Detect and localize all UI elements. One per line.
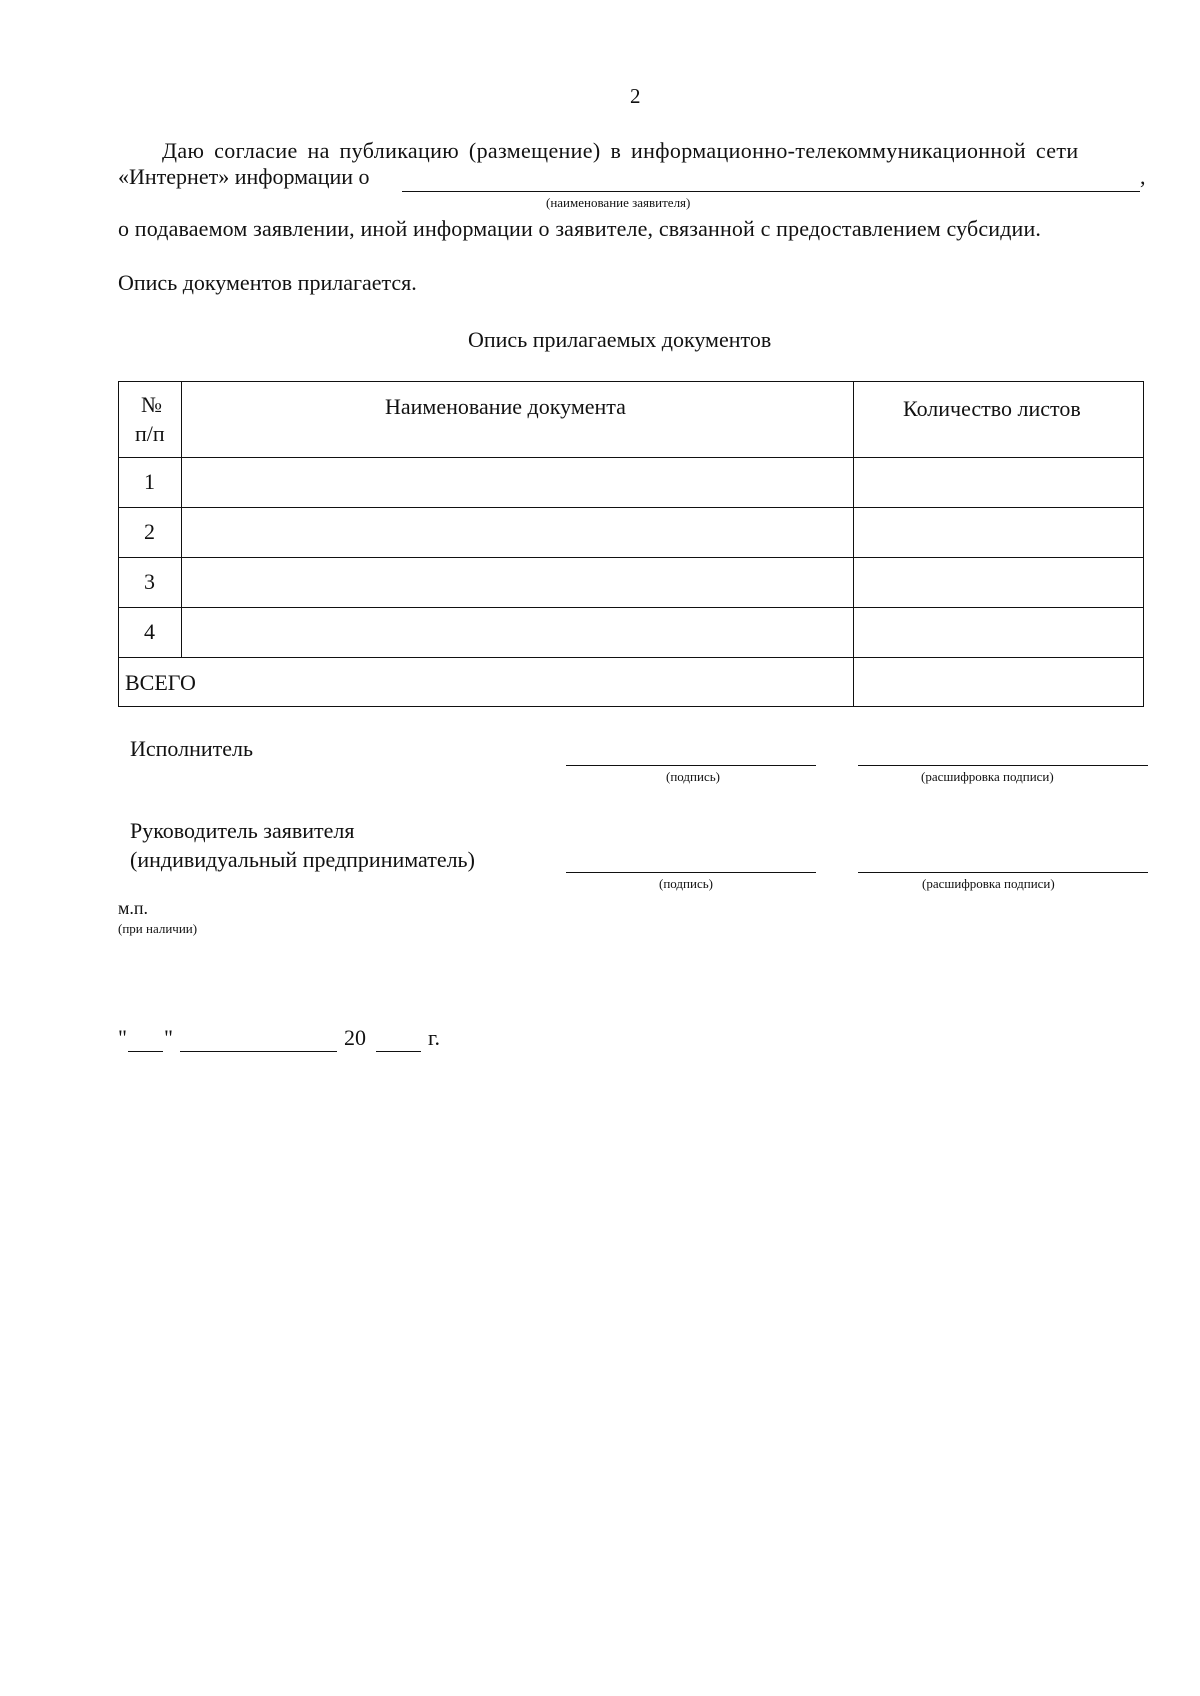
document-name-cell[interactable] bbox=[183, 559, 852, 606]
stamp-label: м.п. bbox=[118, 898, 149, 918]
executor-decoding-field[interactable] bbox=[858, 765, 1148, 766]
document-name-cell[interactable] bbox=[183, 509, 852, 556]
table-divider bbox=[119, 507, 1143, 508]
table-divider bbox=[119, 657, 1143, 658]
total-sheet-count-cell[interactable] bbox=[855, 659, 1142, 705]
table-title: Опись прилагаемых документов bbox=[468, 327, 772, 352]
sheet-count-cell[interactable] bbox=[855, 609, 1142, 656]
date-year-suffix: г. bbox=[428, 1025, 441, 1050]
date-quote-close: " bbox=[164, 1025, 173, 1050]
consent-line-2-suffix: , bbox=[1140, 164, 1146, 189]
total-label: ВСЕГО bbox=[125, 670, 196, 695]
sheet-count-cell[interactable] bbox=[855, 459, 1142, 506]
date-year-field[interactable] bbox=[376, 1051, 421, 1052]
stamp-note: (при наличии) bbox=[118, 921, 198, 936]
row-number: 1 bbox=[144, 469, 155, 494]
executor-signature-field[interactable] bbox=[566, 765, 816, 766]
sheet-count-cell[interactable] bbox=[855, 509, 1142, 556]
header-number-abbr: п/п bbox=[135, 421, 165, 446]
date-month-field[interactable] bbox=[180, 1051, 337, 1052]
date-year-prefix: 20 bbox=[344, 1025, 366, 1050]
row-number: 2 bbox=[144, 519, 155, 544]
table-divider bbox=[119, 457, 1143, 458]
executor-decoding-caption: (расшифровка подписи) bbox=[921, 769, 1054, 784]
inventory-table bbox=[118, 381, 1144, 707]
table-divider bbox=[119, 607, 1143, 608]
head-decoding-caption: (расшифровка подписи) bbox=[922, 876, 1055, 891]
head-signature-field[interactable] bbox=[566, 872, 816, 873]
head-label-line-2: (индивидуальный предприниматель) bbox=[130, 847, 475, 872]
header-document-name: Наименование документа bbox=[385, 394, 626, 419]
page-number: 2 bbox=[630, 84, 641, 108]
date-quote-open: " bbox=[118, 1025, 127, 1050]
consent-line-3: о подаваемом заявлении, иной информации о заявителе, связанной с предоставлением субсидии. bbox=[118, 216, 1042, 241]
consent-line-2-prefix: «Интернет» информации о bbox=[118, 164, 370, 189]
header-sheet-count: Количество листов bbox=[903, 396, 1081, 421]
executor-label: Исполнитель bbox=[130, 736, 254, 761]
table-divider bbox=[181, 382, 182, 657]
applicant-name-caption: (наименование заявителя) bbox=[546, 195, 691, 210]
row-number: 3 bbox=[144, 569, 155, 594]
executor-signature-caption: (подпись) bbox=[666, 769, 720, 784]
date-day-field[interactable] bbox=[128, 1051, 163, 1052]
attachment-note: Опись документов прилагается. bbox=[118, 270, 417, 295]
row-number: 4 bbox=[144, 619, 155, 644]
sheet-count-cell[interactable] bbox=[855, 559, 1142, 606]
applicant-name-field[interactable] bbox=[402, 191, 1140, 192]
head-label-line-1: Руководитель заявителя bbox=[130, 818, 355, 843]
head-decoding-field[interactable] bbox=[858, 872, 1148, 873]
head-signature-caption: (подпись) bbox=[659, 876, 713, 891]
document-name-cell[interactable] bbox=[183, 609, 852, 656]
consent-line-1: Даю согласие на публикацию (размещение) в информационно-телекоммуникационной сети bbox=[162, 138, 1079, 163]
table-divider bbox=[119, 557, 1143, 558]
header-number-symbol: № bbox=[141, 392, 162, 417]
document-name-cell[interactable] bbox=[183, 459, 852, 506]
